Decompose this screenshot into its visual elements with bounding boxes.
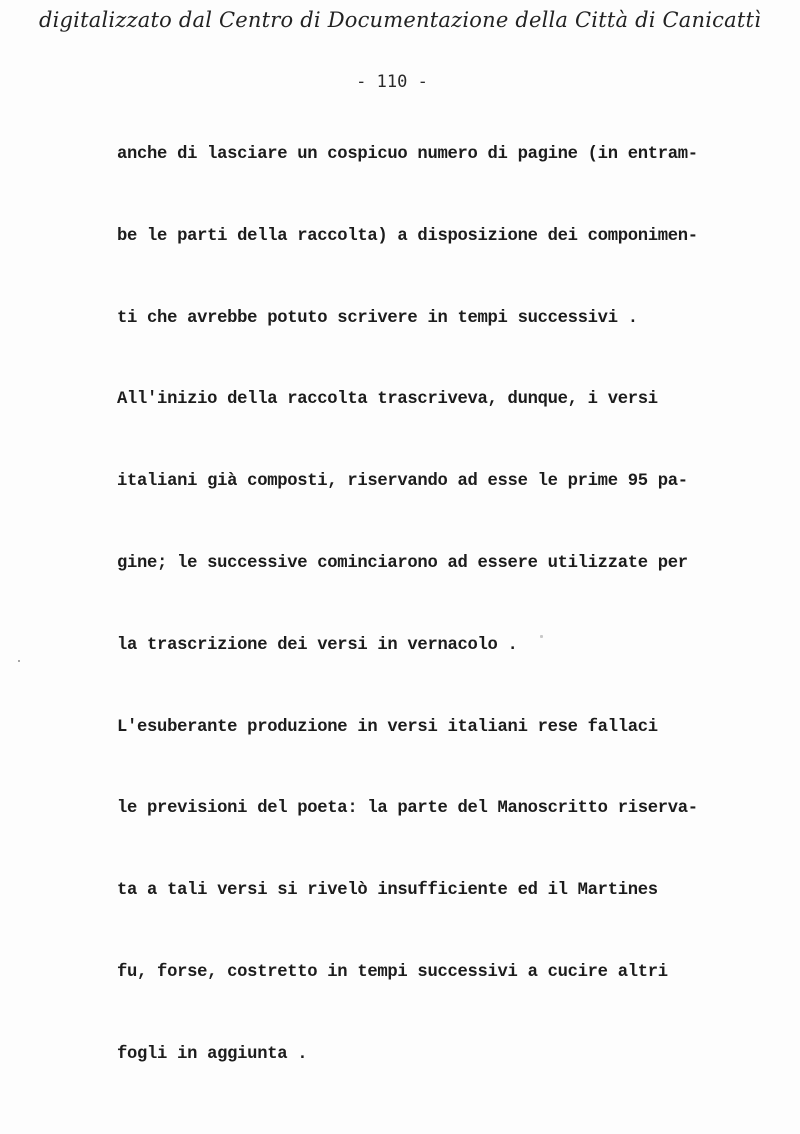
text-line: ta a tali versi si rivelò insufficiente ed il Martines <box>117 881 658 901</box>
digitization-watermark: digitalizzato dal Centro di Documentazione della Città di Canicattì <box>38 8 762 32</box>
page-number: - 110 - <box>356 72 428 92</box>
text-line: la trascrizione dei versi in vernacolo . <box>117 635 518 655</box>
text-line: be le parti della raccolta) a disposizione dei componimen- <box>117 226 698 246</box>
text-line: ti che avrebbe potuto scrivere in tempi successivi . <box>117 308 638 328</box>
text-line: fogli in aggiunta . <box>117 1044 308 1064</box>
text-line: fu, forse, costretto in tempi successivi a cucire altri <box>117 962 668 982</box>
text-line: gine; le successive cominciarono ad essere utilizzate per <box>117 553 688 573</box>
body-text <box>117 145 757 1127</box>
text-line: All'inizio della raccolta trascriveva, dunque, i versi <box>117 390 658 410</box>
text-line: italiani già composti, riservando ad esse le prime 95 pa- <box>117 472 688 492</box>
text-line: anche di lasciare un cospicuo numero di pagine (in entram- <box>117 145 698 164</box>
text-line: le previsioni del poeta: la parte del Manoscritto riserva- <box>117 799 698 819</box>
scan-speck <box>540 635 543 638</box>
text-line: L'esuberante produzione in versi italiani rese fallaci <box>117 717 658 737</box>
scan-speck <box>18 660 20 662</box>
